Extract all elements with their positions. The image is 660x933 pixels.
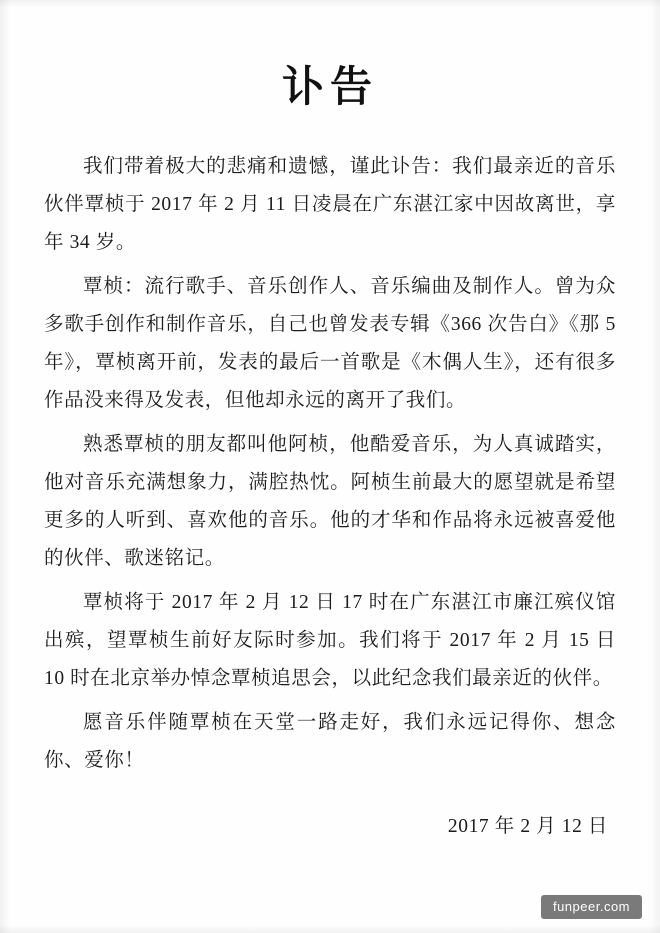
watermark-badge: funpeer.com	[541, 895, 642, 919]
page-edge-shade-right	[650, 0, 660, 933]
signature-date: 2017 年 2 月 12 日	[447, 816, 608, 837]
paragraph-4: 覃桢将于 2017 年 2 月 12 日 17 时在广东湛江市廉江殡仪馆出殡，望覃桢生前好友际时参加。我们将于 2017 年 2 月 15 日 10 时在北京举办悼念覃桢追思会，以此纪念我们最亲近的伙伴。	[44, 592, 616, 689]
page-title: 讣告	[281, 65, 378, 111]
page-edge-shade-bottom	[0, 925, 660, 933]
paragraph-2: 覃桢：流行歌手、音乐创作人、音乐编曲及制作人。曾为众多歌手创作和制作音乐，自己也曾发表专辑《366 次告白》《那 5 年》，覃桢离开前，发表的最后一首歌是《木偶人生》，还有很多作品没来得及发表，但他却永远的离开了我们。	[44, 276, 616, 411]
page-edge-shade-top	[0, 0, 660, 8]
paragraph-3: 熟悉覃桢的朋友都叫他阿桢，他酷爱音乐，为人真诚踏实，他对音乐充满想象力，满腔热忱。阿桢生前最大的愿望就是希望更多的人听到、喜欢他的音乐。他的才华和作品将永远被喜爱他的伙伴、歌迷铭记。	[44, 434, 616, 569]
paragraph-1: 我们带着极大的悲痛和遗憾，谨此讣告：我们最亲近的音乐伙伴覃桢于 2017 年 2 月 11 日凌晨在广东湛江家中因故离世，享年 34 岁。	[44, 156, 616, 253]
paragraph-5: 愿音乐伴随覃桢在天堂一路走好，我们永远记得你、想念你、爱你！	[44, 712, 616, 771]
page-edge-shade-left	[0, 0, 10, 933]
